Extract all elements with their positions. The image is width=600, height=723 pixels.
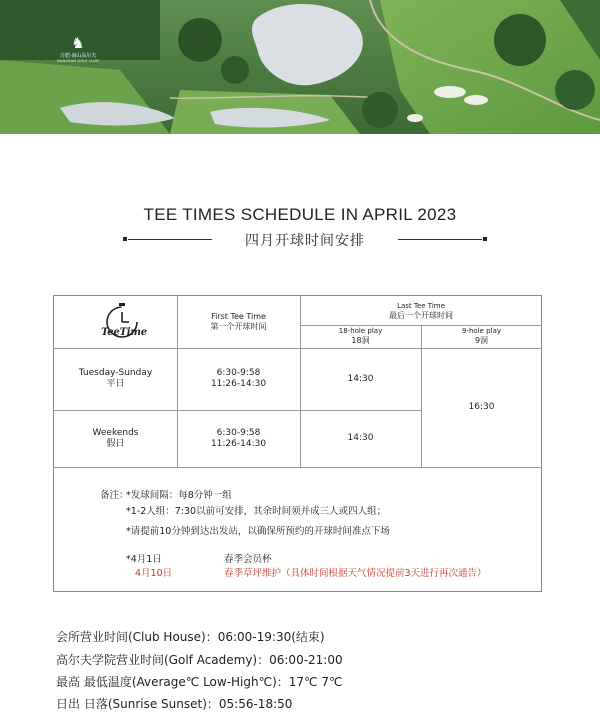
first-tee-header bbox=[177, 296, 300, 348]
info-golf-academy-hours: 高尔夫学院营业时间(Golf Academy)：06:00-21:00 bbox=[56, 653, 343, 667]
logo-brand-text: 合肥·南山高尔夫 bbox=[59, 53, 97, 59]
row-label-en: Weekends bbox=[92, 427, 139, 438]
aerial-golf-course-banner bbox=[0, 0, 600, 134]
tee-time-logo-text: TeeTime bbox=[101, 327, 147, 338]
first-tee-cell bbox=[177, 348, 300, 410]
hole18-header bbox=[300, 325, 421, 348]
table-row-label bbox=[54, 410, 177, 467]
last-tee-18-cell bbox=[300, 410, 421, 467]
first-tee-time-2: 11:26-14:30 bbox=[210, 438, 267, 449]
horse-logo-icon: ♞ bbox=[71, 34, 85, 52]
note-event-1: 春季会员杯 bbox=[224, 554, 272, 565]
logo-brand-english: NANSHAN GOLF CLUB bbox=[57, 59, 99, 63]
hole18-header-cn: 18洞 bbox=[351, 336, 370, 345]
note-date-1: *4月1日 bbox=[126, 554, 162, 565]
divider-square-right bbox=[483, 237, 487, 241]
club-logo bbox=[54, 36, 102, 64]
hole9-header bbox=[421, 325, 542, 348]
first-tee-time-1: 6:30-9:58 bbox=[216, 368, 261, 378]
first-tee-time-1: 6:30-9:58 bbox=[216, 427, 261, 438]
hole9-header-cn: 9洞 bbox=[474, 336, 489, 345]
first-tee-time-2: 11:26-14:30 bbox=[210, 379, 267, 389]
tee-time-logo-cell bbox=[54, 296, 177, 348]
info-temperature: 最高 最低温度(Average℃ Low-High℃)：17℃ 7℃ bbox=[56, 675, 343, 689]
info-sunrise-sunset: 日出 日落(Sunrise Sunset)：05:56-18:50 bbox=[56, 697, 293, 711]
note-date-2: 4月10日 bbox=[135, 568, 173, 579]
info-club-house-hours: 会所营业时间(Club House)：06:00-19:30(结束) bbox=[56, 630, 325, 644]
note-interval: *发球间隔：每8分钟一组 bbox=[126, 490, 232, 501]
divider-line-right bbox=[398, 239, 482, 240]
note-groups: *1-2人组：7:30以前可安排，其余时间须并成三人或四人组； bbox=[126, 506, 387, 517]
first-tee-header-cn: 第一个开球时间 bbox=[210, 322, 267, 331]
last-tee-9-value: 16:30 bbox=[468, 402, 495, 412]
hole18-header-en: 18-hole play bbox=[338, 327, 383, 335]
tee-time-schedule-table bbox=[53, 295, 542, 592]
row-label-en: Tuesday-Sunday bbox=[78, 368, 153, 378]
notes-label: 备注： bbox=[100, 490, 129, 501]
table-row-label bbox=[54, 348, 177, 410]
last-tee-header bbox=[300, 296, 542, 325]
note-event-2: 春季草坪维护（具体时间根据天气情况提前3天进行再次通告） bbox=[224, 568, 487, 579]
page-subtitle: 四月开球时间安排 bbox=[245, 233, 365, 249]
last-tee-9-merged-cell bbox=[421, 348, 542, 467]
row-label-cn: 假日 bbox=[106, 438, 125, 449]
first-tee-cell bbox=[177, 410, 300, 467]
last-tee-18-cell bbox=[300, 348, 421, 410]
row-label-cn: 平日 bbox=[106, 379, 125, 389]
first-tee-header-en: First Tee Time bbox=[211, 312, 266, 321]
golf-course-aerial-image bbox=[0, 0, 600, 134]
last-tee-header-cn: 最后一个开球时间 bbox=[389, 310, 453, 320]
subtitle-row bbox=[120, 228, 490, 250]
last-tee-18-value: 14:30 bbox=[347, 433, 374, 443]
hole9-header-en: 9-hole play bbox=[462, 327, 501, 335]
note-arrive: *请提前10分钟到达出发站，以确保所预约的开球时间准点下场 bbox=[126, 526, 390, 537]
grid-line bbox=[54, 467, 542, 468]
page-title: TEE TIMES SCHEDULE IN APRIL 2023 bbox=[143, 205, 457, 224]
last-tee-header-en: Last Tee Time bbox=[397, 301, 445, 310]
last-tee-18-value: 14:30 bbox=[347, 373, 374, 384]
